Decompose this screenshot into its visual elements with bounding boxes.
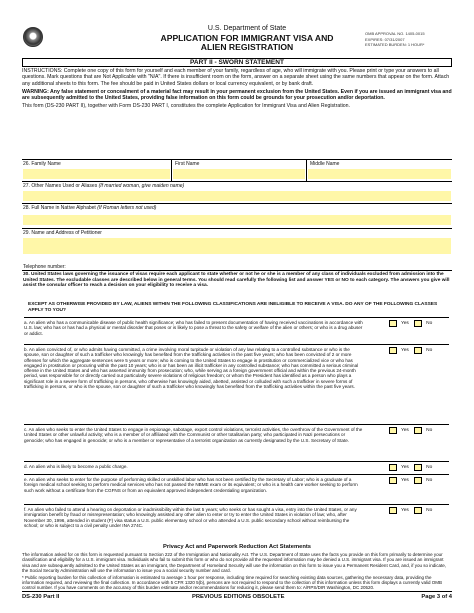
- page-footer: [22, 591, 452, 601]
- editions-note: PREVIOUS EDITIONS OBSOLETE: [192, 594, 285, 600]
- privacy-paragraph: The information asked for on this form is requested pursuant to Section 222 of the Immigration and Nationality Act. The U.S. Department of State uses the facts you provide on this form primarily to determine your classification and eligibility for a U.S. immigrant visa. Individuals who fail to submit this form or who do not provide all the requested information may be denied a U.S. immigrant visa. If you are issued an immigrant visa and are subsequently admitted to the United States as an immigrant, the Department of Homeland Security will use the information on this form to issue you a Permanent Resident Card, and, if you so indicate, the Social Security Administration will use the information to issue you a social security number and card.: [22, 552, 446, 573]
- yes-label: Yes: [401, 508, 409, 513]
- yes-no-c: [387, 427, 447, 436]
- omb-burden: ESTIMATED BURDEN: 1 HOUR*: [365, 42, 425, 47]
- item-letter: e.: [24, 477, 28, 482]
- middle-name-label: Middle Name: [310, 161, 340, 167]
- instructions: [22, 68, 452, 112]
- yes-label: Yes: [401, 428, 409, 433]
- item-text: An alien who has a communicable disease of public health significance; who has failed to present documentation of having received vaccinations in accordance with U.S. law; who has or has had a physical or mental disorder that poses or is likely to pose a threat to the safety or welfare of the alien or others; or who is a drug abuser or addict.: [24, 320, 363, 336]
- yes-no-f: [387, 507, 447, 516]
- middle-name-cell: [307, 160, 452, 182]
- item-text: An alien who failed to attend a hearing on deportation or inadmissibility within the last 5 years; who seeks or has sought a visa, entry into the United States, or any immigration benefit by fraud or misrepresentation; who knowingly assisted any other alien to enter or try to enter the United States in violation of law; who, after November 30, 1996, attended in student (F) visa status a U.S. public elementary school or who attended a U.S. public secondary school without reimbursing the school; or who is subject to a civil penalty under INA 274C.: [24, 507, 357, 528]
- item-letter: c.: [24, 427, 28, 432]
- first-name-label: First Name: [175, 161, 200, 167]
- native-name-field[interactable]: [23, 215, 451, 225]
- yes-label: Yes: [401, 348, 409, 353]
- first-name-field[interactable]: [173, 169, 305, 179]
- yes-label: Yes: [401, 321, 409, 326]
- item-letter: b.: [24, 347, 28, 352]
- other-names-label: 27. Other Names Used or Aliases: [23, 183, 98, 189]
- omb-approval: [365, 31, 425, 48]
- warning-text: WARNING: Any false statement or concealment of a material fact may result in your permanent exclusion from the United States. Even if you are issued an immigrant visa and are subsequently admitted to the United States, providing false information on this form could be grounds for your prosecution and/or deportation.: [22, 88, 452, 102]
- item-text: An alien who is likely to become a public charge.: [28, 464, 128, 469]
- petitioner-row: [22, 228, 452, 270]
- burden-paragraph: * Public reporting burden for this collection of information is estimated to average 1 hour per response, including time required for searching existing data sources, gathering the necessary data, providing the information required, and reviewing the final collection. In accordance with 5 CFR 1320 5(b), persons are not required to respond to the collection of this information unless this form displays a currently valid OMB control number. If you have comments on the accuracy of this burden estimate and/or recommendations for reducing it, please send them to: A/RPS/DIR Washington, DC 20520.: [22, 574, 442, 591]
- no-checkbox-a[interactable]: [414, 320, 422, 327]
- name-row: [22, 159, 452, 181]
- petitioner-label: 29. Name and Address of Petitioner: [23, 230, 102, 236]
- yes-no-b: [387, 347, 447, 356]
- native-name-label: 28. Full Name in Native Alphabet: [23, 205, 96, 211]
- no-label: No: [426, 428, 433, 433]
- item-letter: a.: [24, 320, 28, 325]
- yes-checkbox-f[interactable]: [389, 507, 397, 514]
- no-checkbox-e[interactable]: [414, 477, 422, 484]
- yes-label: Yes: [401, 478, 409, 483]
- yes-no-d: [387, 464, 447, 473]
- page-number: Page 3 of 4: [421, 594, 452, 600]
- q30-except-note: EXCEPT AS OTHERWISE PROVIDED BY LAW, ALIENS WITHIN THE FOLLOWING CLASSIFICATIONS ARE INELIGIBLE TO RECEIVE A VISA. DO ANY OF THE FOLLOWING CLASSES APPLY TO YOU?: [28, 302, 438, 313]
- native-name-row: [22, 203, 452, 228]
- no-label: No: [426, 321, 433, 326]
- item-text: An alien who seeks to enter the United States to engage in espionage, sabotage, export control violations, terrorist activities, the overthrow of the Government of the United States or other unlawful activity; who is a member of or affiliated with the Communist or other totalitarian party; who participated in Nazi persecutions or genocide; who has engaged in genocide; or who is a member or representative of a terrorist organization as currently designated by the U.S. Secretary of State.: [24, 427, 363, 443]
- no-label: No: [426, 465, 433, 470]
- form-page: [22, 25, 452, 605]
- item-text: An alien who seeks to enter for the purpose of performing skilled or unskilled labor who has not been certified by the Secretary of Labor; who is a graduate of a foreign medical school seeking to perform medical services who has not passed the NBME exam or its equivalent; or who is a health care worker seeking to perform such work without a certificate from the CGFNS or from an equivalent approved independent credentialing organization.: [24, 477, 358, 493]
- question-30: [22, 270, 452, 540]
- no-checkbox-d[interactable]: [414, 464, 422, 471]
- no-label: No: [426, 348, 433, 353]
- form-composition-note: This form (DS-230 PART II), together with Form DS-230 PART I, constitutes the complete Application for Immigrant Visa and Alien Registration.: [22, 103, 351, 110]
- yes-checkbox-d[interactable]: [389, 464, 397, 471]
- department-seal-icon: [23, 27, 43, 47]
- no-label: No: [426, 508, 433, 513]
- no-checkbox-c[interactable]: [414, 427, 422, 434]
- yes-no-a: [387, 320, 447, 329]
- class-item-d: [24, 461, 449, 474]
- omb-number: OMB APPROVAL NO. 1405-0015: [365, 31, 425, 36]
- item-letter: d.: [24, 464, 28, 469]
- form-title-line1: APPLICATION FOR IMMIGRANT VISA AND: [160, 33, 334, 43]
- instructions-text: INSTRUCTIONS: Complete one copy of this form for yourself and each member of your family, regardless of age, who will immigrate with you. Please print or type your answers to all questions. Mark questions that are Not Applicable with "N/A". If there is insufficient room on the form, answer on a separate sheet using the same numbers that appear on the form. Attach any additional sheets to this form. The fee should be paid in United States dollars or local currency equivalent, or by bank draft.: [22, 68, 450, 87]
- class-item-a: [24, 317, 449, 344]
- class-item-f: [24, 504, 449, 541]
- form-header: [82, 25, 412, 52]
- no-label: No: [426, 478, 433, 483]
- telephone-label: Telephone number:: [23, 264, 66, 270]
- department-name: U.S. Department of State: [207, 25, 287, 32]
- part-banner: PART II - SWORN STATEMENT: [22, 58, 452, 67]
- q30-intro: 30. United States laws governing the issuance of visas require each applicant to state whether or not he or she is a member of any class of individuals excluded from admission into the United States. The excludable classes are described below in general terms. You should read carefully the following list and answer YES or NO to each category. The answers you give will assist the consular officer to reach a decision on your eligibility to receive a visa.: [23, 272, 450, 289]
- class-item-b: [24, 344, 449, 424]
- no-checkbox-b[interactable]: [414, 347, 422, 354]
- other-names-row: [22, 181, 452, 203]
- yes-no-e: [387, 477, 447, 486]
- yes-checkbox-e[interactable]: [389, 477, 397, 484]
- family-name-cell: [22, 160, 172, 182]
- middle-name-field[interactable]: [308, 169, 451, 179]
- family-name-label: 26. Family Name: [23, 161, 61, 167]
- family-name-field[interactable]: [23, 169, 170, 179]
- yes-checkbox-c[interactable]: [389, 427, 397, 434]
- no-checkbox-f[interactable]: [414, 507, 422, 514]
- form-id: DS-230 Part II: [22, 594, 60, 600]
- privacy-statement: [22, 552, 452, 592]
- other-names-field[interactable]: [23, 191, 451, 201]
- omb-expires: EXPIRES: 07/31/2007: [365, 36, 405, 42]
- item-text: An alien convicted of, or who admits having committed, a crime involving moral turpitude or violation of any law relating to a controlled substance or who is the spouse, son or daughter of such a trafficker who knowingly has benefited from the trafficking activities in the past five years; who has been convicted of 2 or more offenses for which the aggregate sentences were 5 years or more; who is coming to the United States to engage in prostitution or commercialized vice or who has engaged in prostitution or procuring within the past 10 years; who is or has been an illicit trafficker in any controlled substance; who has committed a serious criminal offense in the United States and who has asserted immunity from prosecution; who, while serving as a foreign government official and within the previous 24-month period, was responsible for or directly carried out particularly severe violations of religious freedom; or whom the President has identified as a person who plays a significant role in a severe form of trafficking in persons, who otherwise has knowingly aided, abetted, assisted or colluded with such a trafficker in severe forms of trafficking in persons, or who is the spouse, son or daughter of such a trafficker who knowingly has benefited from the trafficking activities within the past five years.: [24, 347, 359, 390]
- petitioner-field[interactable]: [23, 238, 451, 254]
- form-title-line2: ALIEN REGISTRATION: [200, 42, 294, 52]
- item-letter: f.: [24, 507, 27, 512]
- yes-checkbox-a[interactable]: [389, 320, 397, 327]
- class-item-e: [24, 474, 449, 504]
- other-names-note: (If married woman, give maiden name): [98, 183, 185, 189]
- yes-label: Yes: [401, 465, 409, 470]
- privacy-title: Privacy Act and Paperwork Reduction Act Statements: [162, 544, 312, 550]
- native-name-note: (If Roman letters not used): [97, 205, 157, 211]
- first-name-cell: [172, 160, 307, 182]
- yes-checkbox-b[interactable]: [389, 347, 397, 354]
- class-item-c: [24, 424, 449, 461]
